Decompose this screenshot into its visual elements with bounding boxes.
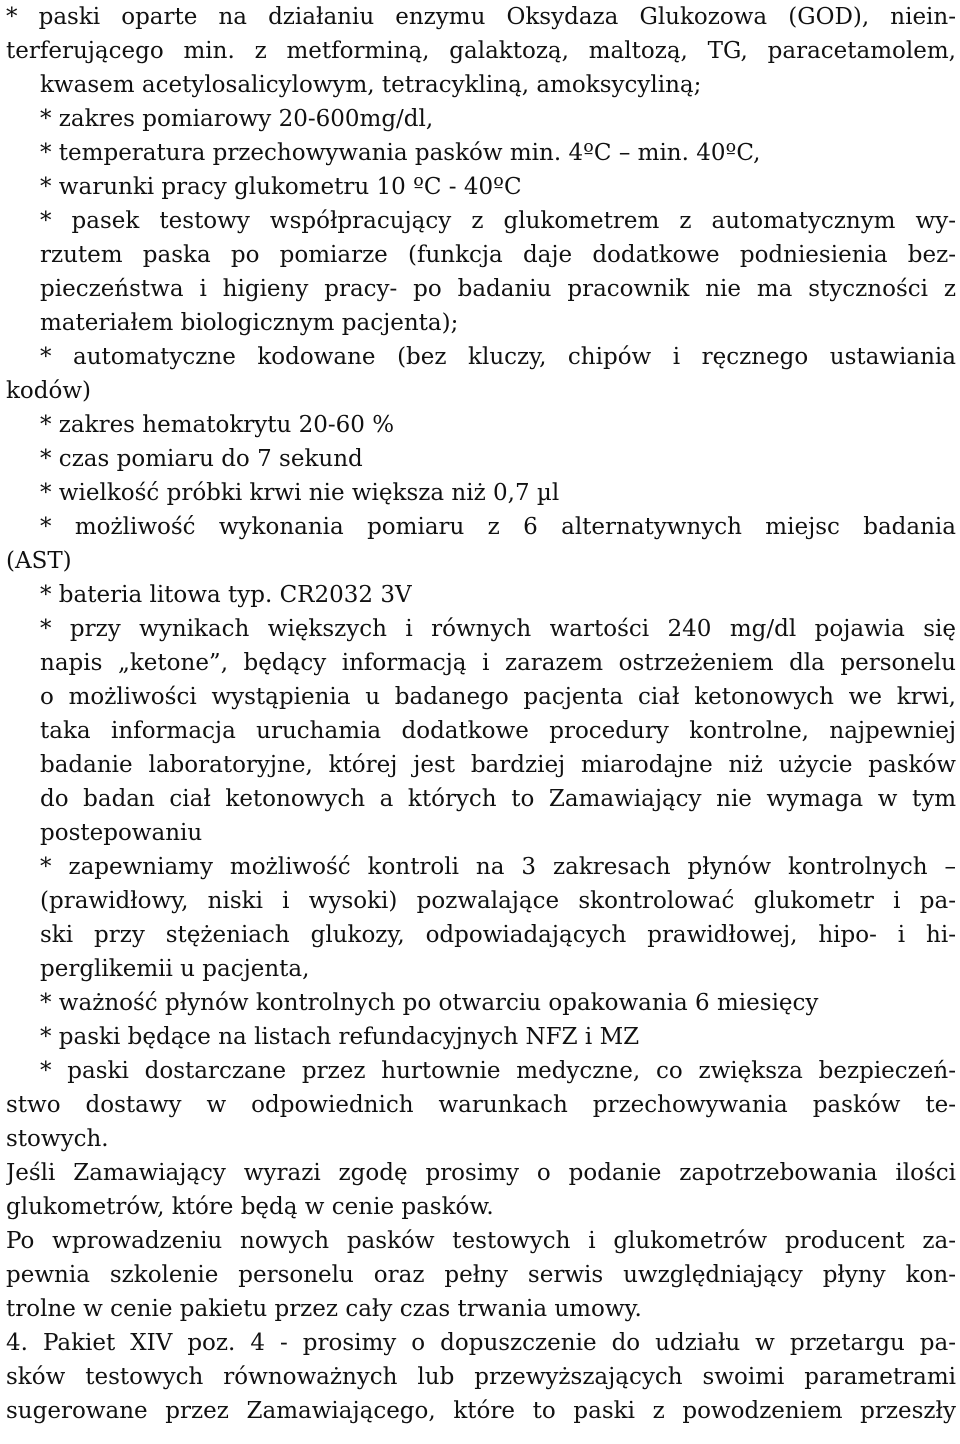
- text-line: postepowaniu: [40, 820, 203, 846]
- text-line: * temperatura przechowywania pasków min. 4ºC – min. 40ºC,: [40, 140, 761, 166]
- text-line: do badan ciał ketonowych a których to Zamawiający nie wymaga w tym: [40, 786, 956, 812]
- text-line: napis „ketone”, będący informacją i zarazem ostrzeżeniem dla personelu: [40, 650, 956, 676]
- text-line: * bateria litowa typ. CR2032 3V: [40, 582, 412, 608]
- text-line: stwo dostawy w odpowiednich warunkach przechowywania pasków te-: [6, 1092, 956, 1118]
- text-line: * przy wynikach większych i równych wartości 240 mg/dl pojawia się: [40, 616, 956, 642]
- text-line: * paski oparte na działaniu enzymu Oksydaza Glukozowa (GOD), niein-: [6, 4, 956, 30]
- text-line: * ważność płynów kontrolnych po otwarciu opakowania 6 miesięcy: [40, 990, 819, 1016]
- text-line: trolne w cenie pakietu przez cały czas trwania umowy.: [6, 1296, 642, 1322]
- text-line: sków testowych równoważnych lub przewyższających swoimi parametrami: [6, 1364, 956, 1390]
- text-line: ski przy stężeniach glukozy, odpowiadających prawidłowej, hipo- i hi-: [40, 922, 956, 948]
- text-line: Po wprowadzeniu nowych pasków testowych i glukometrów producent za-: [6, 1228, 956, 1254]
- text-line: perglikemii u pacjenta,: [40, 956, 310, 982]
- text-line: Jeśli Zamawiający wyrazi zgodę prosimy o podanie zapotrzebowania ilości: [6, 1160, 956, 1186]
- text-line: o możliwości wystąpienia u badanego pacjenta ciał ketonowych we krwi,: [40, 684, 956, 710]
- text-line: stowych.: [6, 1126, 109, 1152]
- text-line: taka informacja uruchamia dodatkowe procedury kontrolne, najpewniej: [40, 718, 956, 744]
- text-line: * warunki pracy glukometru 10 ºC - 40ºC: [40, 174, 522, 200]
- text-line: terferującego min. z metforminą, galaktozą, maltozą, TG, paracetamolem,: [6, 38, 956, 64]
- text-line: * zapewniamy możliwość kontroli na 3 zakresach płynów kontrolnych –: [40, 854, 956, 880]
- text-line: * czas pomiaru do 7 sekund: [40, 446, 363, 472]
- text-line: glukometrów, które będą w cenie pasków.: [6, 1194, 494, 1220]
- text-line: * zakres pomiarowy 20-600mg/dl,: [40, 106, 434, 132]
- text-line: * możliwość wykonania pomiaru z 6 alternatywnych miejsc badania: [40, 514, 956, 540]
- text-line: (prawidłowy, niski i wysoki) pozwalające skontrolować glukometr i pa-: [40, 888, 956, 914]
- text-line: * automatyczne kodowane (bez kluczy, chipów i ręcznego ustawiania: [40, 344, 956, 370]
- text-line: rzutem paska po pomiarze (funkcja daje dodatkowe podniesienia bez-: [40, 242, 956, 268]
- text-line: * paski będące na listach refundacyjnych NFZ i MZ: [40, 1024, 640, 1050]
- text-line: materiałem biologicznym pacjenta);: [40, 310, 459, 336]
- text-line: sugerowane przez Zamawiającego, które to paski z powodzeniem przeszły: [6, 1398, 956, 1424]
- text-line: * wielkość próbki krwi nie większa niż 0,7 µl: [40, 480, 560, 506]
- text-line: * pasek testowy współpracujący z glukometrem z automatycznym wy-: [40, 208, 956, 234]
- text-line: pieczeństwa i higieny pracy- po badaniu pracownik nie ma styczności z: [40, 276, 956, 302]
- text-line: * paski dostarczane przez hurtownie medyczne, co zwiększa bezpieczeń-: [40, 1058, 956, 1084]
- text-line: 4. Pakiet XIV poz. 4 - prosimy o dopuszczenie do udziału w przetargu pa-: [6, 1330, 956, 1356]
- text-line: (AST): [6, 548, 72, 574]
- text-line: badanie laboratoryjne, której jest bardziej miarodajne niż użycie pasków: [40, 752, 956, 778]
- text-line: kodów): [6, 378, 92, 404]
- text-line: kwasem acetylosalicylowym, tetracykliną, amoksycyliną;: [40, 72, 702, 98]
- text-line: pewnia szkolenie personelu oraz pełny serwis uwzględniający płyny kon-: [6, 1262, 956, 1288]
- text-line: * zakres hematokrytu 20-60 %: [40, 412, 395, 438]
